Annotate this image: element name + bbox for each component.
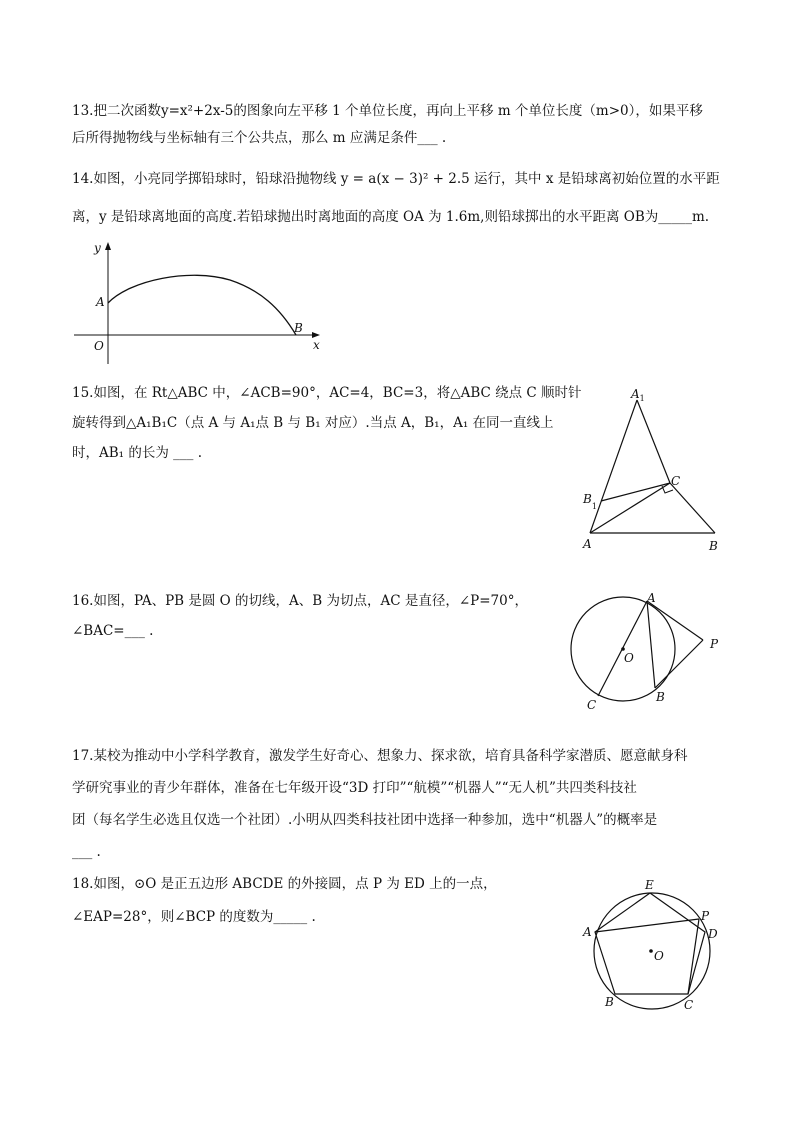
label-O: O (624, 651, 634, 665)
figure-14-parabola (70, 238, 330, 370)
label-A: A (647, 591, 656, 605)
question-13-line-1: 13.把二次函数y=x²+2x-5的图象向左平移 1 个单位长度，再向上平移 m 个单位长度（m>0），如果平移 (72, 103, 703, 119)
label-y: y (94, 241, 101, 255)
label-P: P (701, 909, 710, 923)
question-14 (72, 166, 720, 231)
label-B: B (605, 995, 614, 1009)
question-18-line-1: 18.如图，⊙O 是正五边形 ABCDE 的外接圆，点 P 为 ED 上的一点， (72, 876, 497, 892)
question-17-line-2: 学研究事业的青少年群体，准备在七年级开设“3D 打印”“航模”“机器人”“无人机”共四类科技社 (72, 780, 637, 796)
parabola-curve (108, 275, 296, 335)
label-P: P (710, 637, 719, 651)
question-17-line-4: ___ . (72, 844, 101, 860)
question-13-line-2: 后所得抛物线与坐标轴有三个公共点，那么 m 应满足条件___ . (72, 130, 447, 146)
label-O: O (654, 949, 664, 963)
center-point (649, 949, 653, 953)
question-15 (72, 378, 582, 468)
question-14-line-1: 14.如图，小亮同学掷铅球时，铅球沿抛物线 y = a(x − 3)² + 2.5 运行，其中 x 是铅球离初始位置的水平距 (72, 171, 720, 187)
label-E: E (645, 878, 654, 892)
label-B: B (709, 539, 718, 553)
question-17 (72, 743, 687, 866)
label-A: A (583, 925, 592, 939)
segment-A1-A (590, 400, 637, 533)
question-16-line-1: 16.如图，PA、PB 是圆 O 的切线，A、B 为切点，AC 是直径，∠P=70°， (72, 593, 528, 609)
label-O: O (94, 339, 104, 353)
label-B1: $B_1$ (583, 492, 597, 511)
pentagon-ABCDE (595, 893, 705, 994)
question-15-line-3: 时，AB₁ 的长为 ___ . (72, 445, 202, 461)
question-14-line-2: 离，y 是铅球离地面的高度.若铅球抛出时离地面的高度 OA 为 1.6m,则铅球掷出的水平距离 OB为_____m. (72, 209, 710, 225)
label-B: B (656, 690, 665, 704)
label-A: A (583, 537, 592, 551)
label-x: x (313, 338, 320, 352)
label-B: B (294, 321, 303, 335)
figure-18-pentagon (578, 874, 728, 1014)
question-13 (72, 98, 703, 152)
segment-CP (688, 919, 699, 994)
label-D: D (708, 927, 718, 941)
question-16-line-2: ∠BAC=___ . (72, 623, 154, 639)
question-17-line-3: 团（每名学生必选且仅选一个社团）.小明从四类科技社团中选择一种参加，选中“机器人”的概率是 (72, 812, 658, 828)
label-A1: $A_1$ (631, 387, 645, 403)
label-A: A (96, 295, 105, 309)
question-18-line-2: ∠EAP=28°，则∠BCP 的度数为_____ . (72, 909, 316, 925)
tangent-PB (655, 640, 703, 688)
question-18 (72, 868, 497, 934)
question-15-line-2: 旋转得到△A₁B₁C（点 A 与 A₁点 B 与 B₁ 对应）.当点 A，B₁，A₁ 在同一直线上 (72, 415, 554, 431)
y-axis-arrow-icon (105, 242, 111, 250)
segment-C-B (670, 483, 715, 533)
segment-B1-C (601, 483, 670, 501)
segment-A-C (590, 483, 670, 533)
label-C: C (587, 698, 597, 712)
figure-16-tangents (560, 588, 730, 713)
chord-AB (647, 601, 655, 688)
question-17-line-1: 17.某校为推动中小学科学教育，激发学生好奇心、想象力、探求欲，培育具备科学家潜质、愿意献身科 (72, 748, 688, 764)
segment-A1-C (637, 400, 670, 483)
label-C: C (671, 474, 681, 488)
tangent-PA (647, 601, 703, 640)
figure-15-rotation (575, 385, 735, 560)
question-16 (72, 586, 528, 646)
question-15-line-1: 15.如图，在 Rt△ABC 中，∠ACB=90°，AC=4，BC=3，将△ABC 绕点 C 顺时针 (72, 385, 582, 401)
label-C: C (684, 998, 694, 1012)
